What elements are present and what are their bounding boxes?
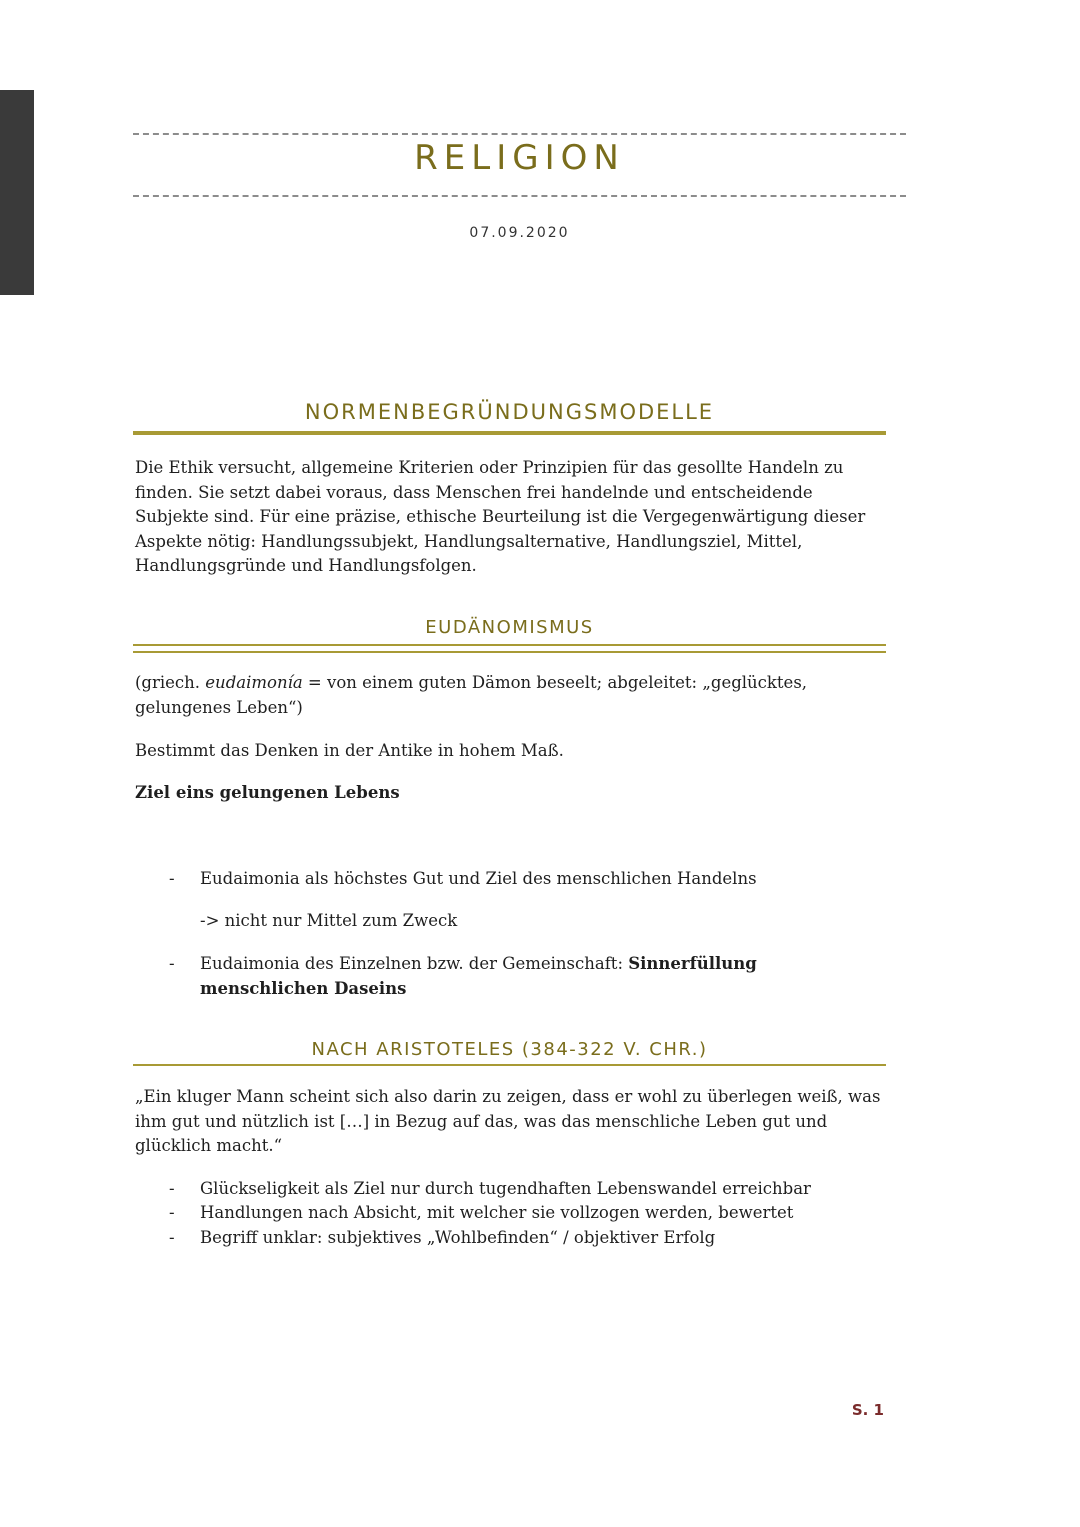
bullet-plain: Eudaimonia des Einzelnen bzw. der Gemeinschaft: <box>200 954 629 973</box>
bullet-dash: - <box>169 1179 175 1198</box>
aristoteles-quote: „Ein kluger Mann scheint sich also darin zu zeigen, dass er wohl zu überlegen weiß, was ihm gut und nützlich ist […] in Bezug auf das, was das menschliche Leben gut und glücklich macht.“ <box>135 1087 881 1155</box>
heading-double-rule <box>133 644 886 653</box>
document-date: 07.09.2020 <box>469 225 570 241</box>
bullet-text <box>200 952 840 1001</box>
title-dashed-rule-bottom <box>133 195 906 197</box>
subheading-ziel: Ziel eins gelungenen Lebens <box>135 783 400 802</box>
bullet-dash: - <box>169 1203 175 1222</box>
bullet-dash: - <box>169 954 175 973</box>
title-dashed-rule-top <box>133 133 906 135</box>
bullet-dash: - <box>169 1228 175 1247</box>
heading-eudaemonismus: EUDÄNOMISMUS <box>425 617 594 638</box>
definition-term: eudaimonía <box>205 673 303 692</box>
page-number: S. 1 <box>851 1401 884 1419</box>
paragraph-ethik: Die Ethik versucht, allgemeine Kriterien oder Prinzipien für das gesollte Handeln zu finden. Sie setzt dabei voraus, dass Menschen frei handelnde und entscheidende Subjekte sind. Für eine präzise, ethische Beurteilung ist die Vergegenwärtigung dieser Aspekte nötig: Handlungssubjekt, Handlungsalternative, Handlungsziel, Mittel, Handlungsgründe und Handlungsfolgen. <box>135 458 866 575</box>
bullet-text: Glückseligkeit als Ziel nur durch tugendhaften Lebenswandel erreichbar <box>200 1179 811 1198</box>
bullet-text: Eudaimonia als höchstes Gut und Ziel des menschlichen Handelns <box>200 869 757 888</box>
bullet-text: Begriff unklar: subjektives „Wohlbefinden“ / objektiver Erfolg <box>200 1228 716 1247</box>
definition-paragraph <box>135 671 885 720</box>
bullet-text: Handlungen nach Absicht, mit welcher sie vollzogen werden, bewertet <box>200 1203 794 1222</box>
heading-rule <box>133 431 886 435</box>
margin-tab <box>0 90 34 295</box>
arrow-text: -> nicht nur Mittel zum Zweck <box>200 911 458 930</box>
heading-thin-rule <box>133 1064 886 1066</box>
heading-normen: NORMENBEGRÜNDUNGSMODELLE <box>304 400 715 424</box>
definition-rest: = von einem guten Dämon beseelt; abgeleitet: „geglücktes, gelungenes Leben“) <box>135 673 808 717</box>
page-title: RELIGION <box>414 138 625 178</box>
bullet-emphasis: Sinnerfüllung menschlichen Daseins <box>200 954 757 998</box>
heading-aristoteles: NACH ARISTOTELES (384-322 V. CHR.) <box>311 1039 708 1060</box>
bullet-dash: - <box>169 869 175 888</box>
definition-prefix: (griech. <box>135 673 206 692</box>
antike-line: Bestimmt das Denken in der Antike in hohem Maß. <box>135 741 564 760</box>
